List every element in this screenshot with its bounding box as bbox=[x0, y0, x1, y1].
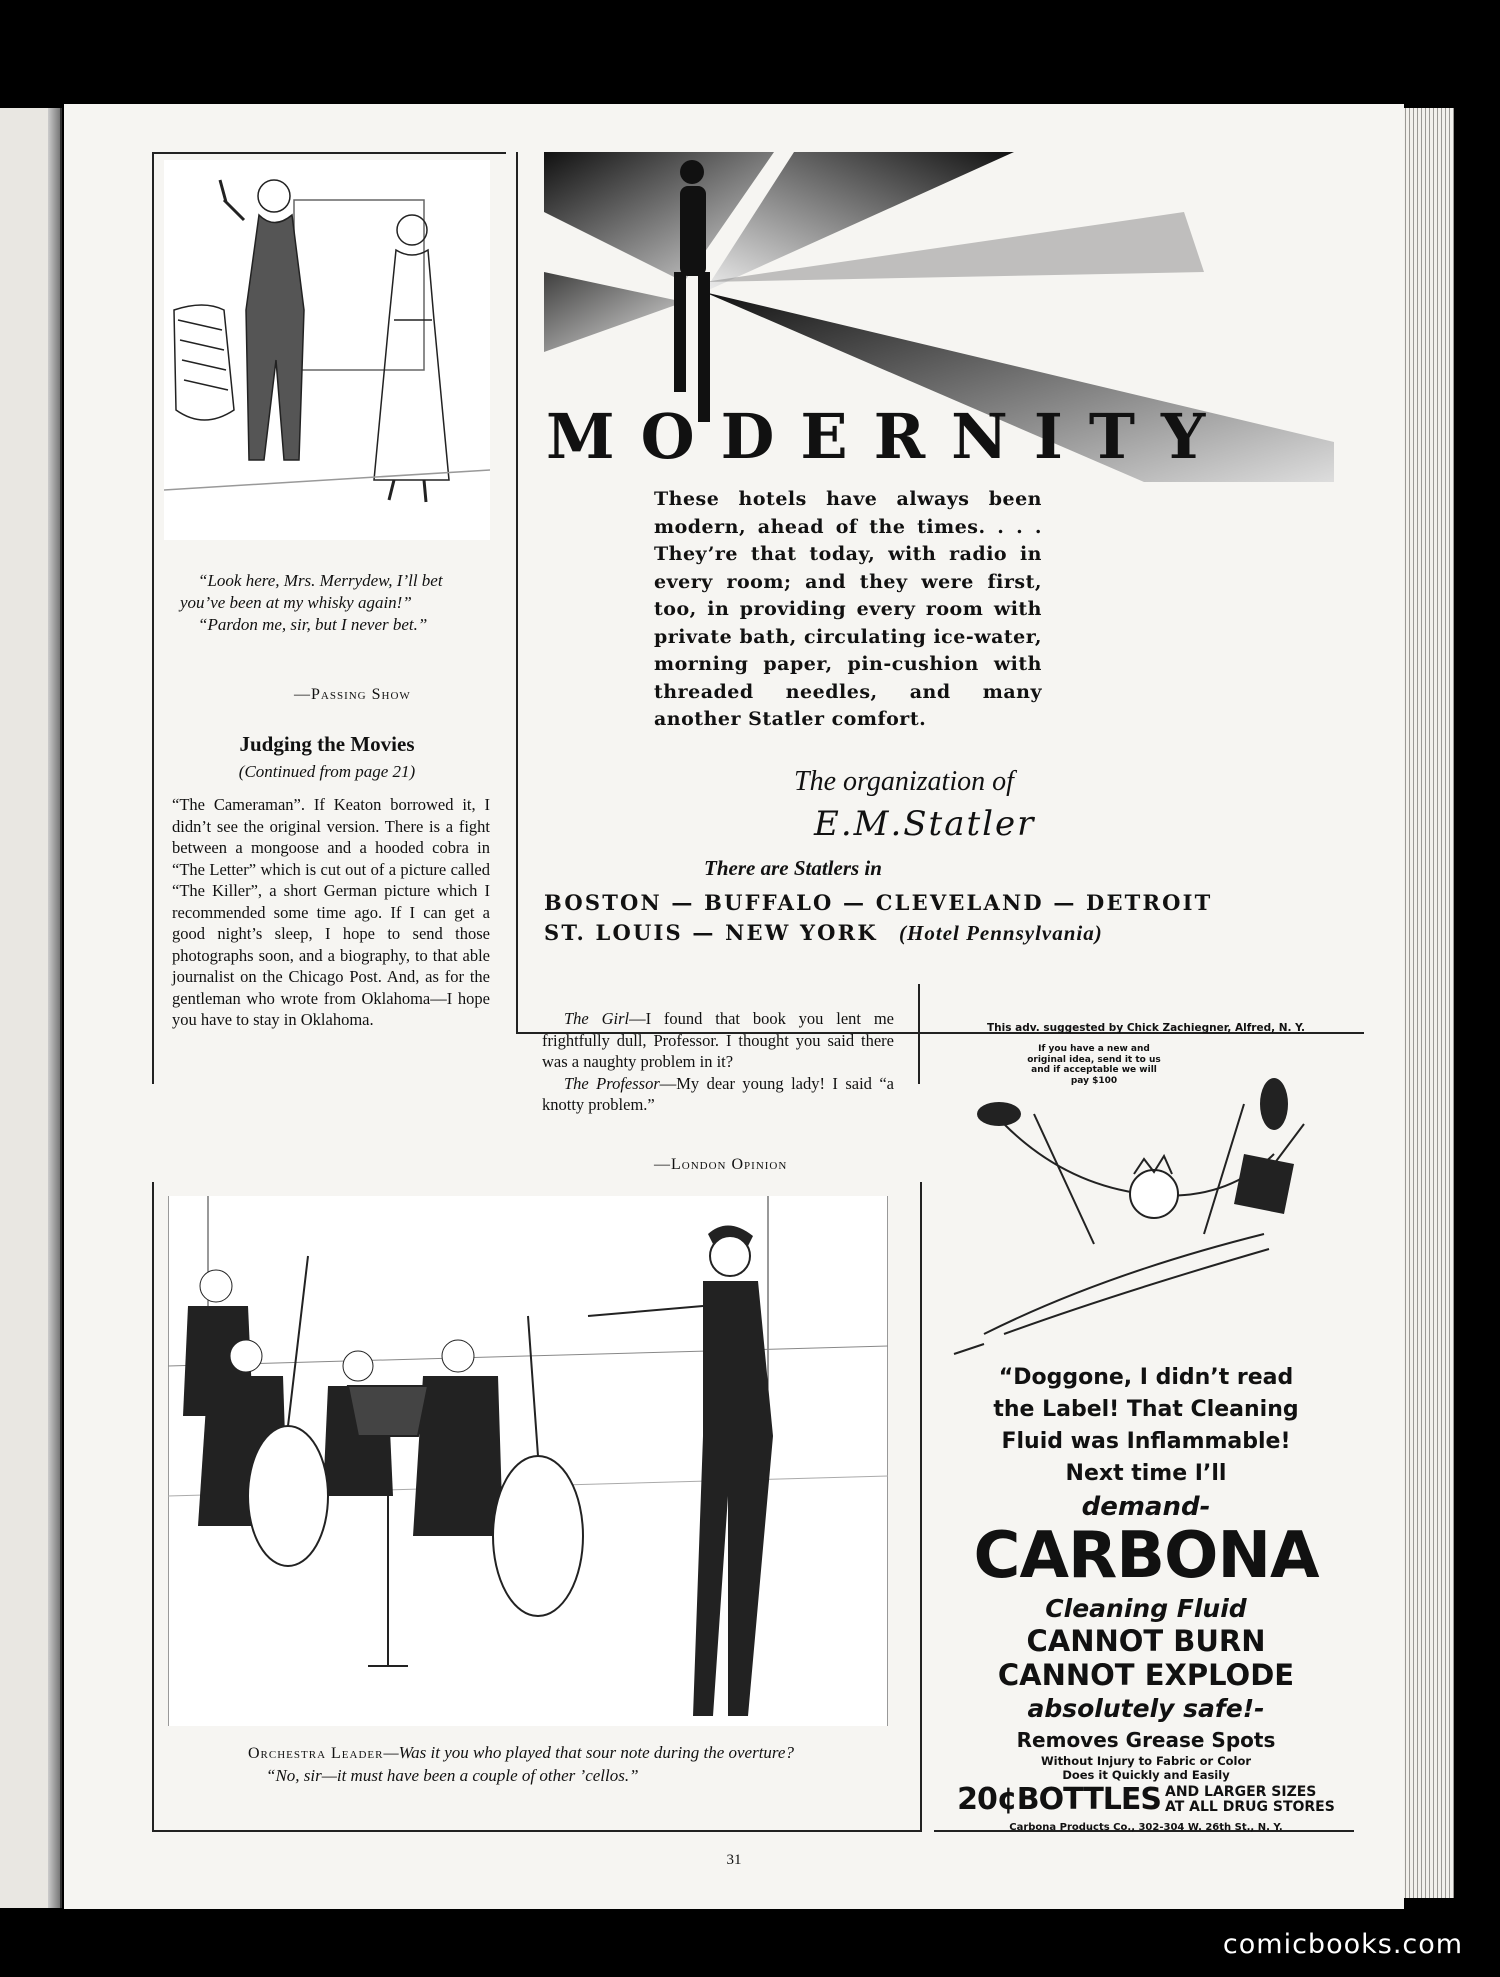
statler-cities-line2 bbox=[544, 920, 1103, 946]
article-body: “The Cameraman”. If Keaton borrowed it, I didn’t see the original version. There is a fight between a mongoose and a hooded cobra in “The Letter” which is cut out of a picture called “The Killer”, a short German picture which I recommended some time ago. If I can get a good night’s sleep, I hope to send those photographs soon, and a biography, to that able journalist on the Chicago Post. And, as for the gentleman who wrote from Oklahoma—I hope you have to stay in Oklahoma. bbox=[172, 795, 490, 1029]
carbona-does: Does it Quickly and Easily bbox=[1062, 1768, 1230, 1782]
joke-girl-speaker: The Girl bbox=[564, 1009, 630, 1028]
carbona-company: Carbona Products Co., 302-304 W. 26th St., N. Y. bbox=[1009, 1822, 1283, 1833]
carbona-suggested: This adv. suggested by Chick Zachiegner, Alfred, N. Y. bbox=[986, 1022, 1306, 1034]
watermark: comicbooks.com bbox=[1208, 1925, 1478, 1965]
carbona-quote-line3: Fluid was Inflammable! bbox=[1001, 1429, 1291, 1454]
carbona-sizes bbox=[1165, 1785, 1335, 1815]
cartoon1-caption-line1: “Look here, Mrs. Merrydew, I’ll bet you’ve been at my whisky again!” bbox=[180, 571, 443, 612]
carbona-brand: CARBONA bbox=[973, 1519, 1319, 1593]
carbona-price-row bbox=[936, 1782, 1356, 1817]
cartoon1-caption-line2: “Pardon me, sir, but I never bet.” bbox=[198, 615, 428, 634]
article-title: Judging the Movies bbox=[239, 732, 415, 756]
carbona-product: Cleaning Fluid bbox=[1045, 1594, 1247, 1623]
page-number: 31 bbox=[726, 1852, 742, 1868]
joke-prof-speaker: The Professor bbox=[564, 1073, 660, 1093]
carbona-safe: absolutely safe!- bbox=[1027, 1694, 1265, 1723]
statler-org-line: The organization of bbox=[794, 766, 1014, 797]
cartoon1-caption bbox=[180, 570, 490, 636]
statler-headline: MODERNITY bbox=[546, 400, 1232, 473]
magazine-page bbox=[64, 104, 1404, 1909]
carbona-claim1: CANNOT BURN bbox=[1026, 1624, 1266, 1658]
cartoon-gentleman-housekeeper bbox=[164, 160, 490, 540]
carbona-offer: If you have a new and original idea, send it to us and if acceptable we will pay $100 bbox=[1027, 1044, 1161, 1086]
cartoon2-caption-line1 bbox=[248, 1742, 888, 1765]
statler-cities-line2-text: ST. LOUIS — NEW YORK bbox=[544, 920, 878, 945]
carbona-quote-line2: the Label! That Cleaning bbox=[993, 1397, 1299, 1422]
carbona-quote-line4: Next time I’ll bbox=[1065, 1461, 1227, 1486]
cartoon2-speaker: Orchestra Leader bbox=[248, 1745, 384, 1762]
carbona-claims bbox=[930, 1624, 1362, 1692]
statler-body: These hotels have always been modern, ahead of the times. . . . They’re that today, with radio in every room; and they were first, too, in providing every room with private bath, circulating ice-water, morning paper, pin-cushion with threaded needles, and many another Statler comfort. bbox=[654, 488, 1042, 730]
joke-girl-text: —I found that book you lent me frightfully dull, Professor. I thought you said there was a naughty problem in it? bbox=[542, 1009, 894, 1071]
carbona-quote-line1: “Doggone, I didn’t read bbox=[998, 1365, 1294, 1390]
article-continued: (Continued from page 21) bbox=[238, 762, 416, 781]
cartoon2-line2: “No, sir—it must have been a couple of other ’cellos.” bbox=[266, 1766, 639, 1785]
carbona-removes: Removes Grease Spots bbox=[1016, 1728, 1276, 1752]
statler-there-are: There are Statlers in bbox=[704, 856, 882, 880]
cartoon2-caption bbox=[248, 1742, 888, 1787]
statler-hotel: (Hotel Pennsylvania) bbox=[899, 921, 1103, 945]
carbona-price: 20¢BOTTLES bbox=[957, 1782, 1161, 1817]
carbona-quote bbox=[936, 1362, 1356, 1490]
carbona-demand: demand- bbox=[1081, 1492, 1211, 1522]
carbona-illustration bbox=[944, 1044, 1344, 1364]
cartoon2-line1: —Was it you who played that sour note during the overture? bbox=[383, 1743, 794, 1762]
carbona-sizes2: AT ALL DRUG STORES bbox=[1165, 1798, 1335, 1815]
joke-text bbox=[542, 1008, 894, 1116]
carbona-without: Without Injury to Fabric or Color bbox=[1040, 1754, 1252, 1768]
statler-cities-line1: BOSTON — BUFFALO — CLEVELAND — DETROIT bbox=[544, 890, 1213, 915]
carbona-claim2: CANNOT EXPLODE bbox=[997, 1658, 1295, 1692]
joke-prof-text: —My dear young lady! I said “a knotty problem.” bbox=[542, 1073, 895, 1114]
cartoon1-credit: —Passing Show bbox=[294, 686, 411, 703]
left-page-edge bbox=[0, 108, 62, 1908]
carbona-sizes1: AND LARGER SIZES bbox=[1165, 1783, 1317, 1800]
statler-signature: E.M.Statler bbox=[814, 804, 1036, 844]
cartoon-orchestra bbox=[168, 1196, 888, 1726]
joke-credit: —London Opinion bbox=[654, 1156, 788, 1173]
